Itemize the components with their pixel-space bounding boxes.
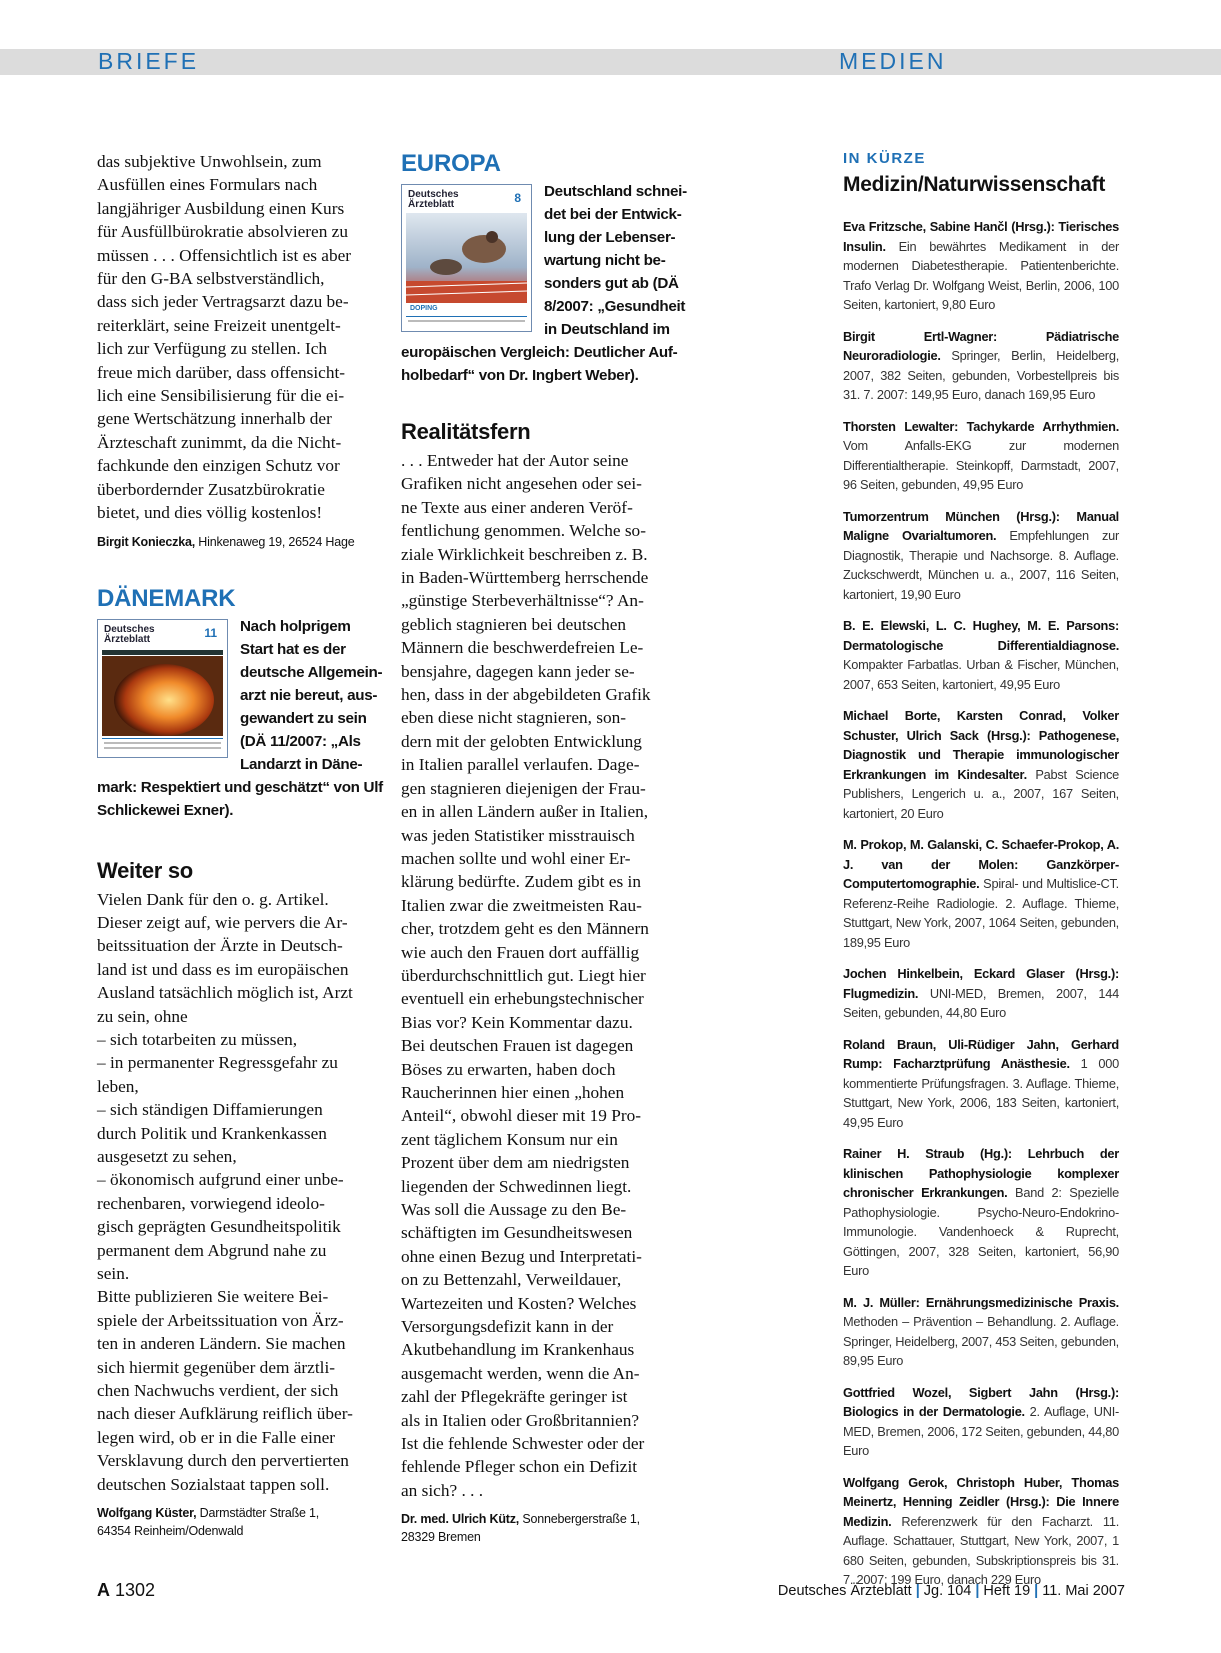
- page-number-value: 1302: [110, 1580, 156, 1600]
- book-entry: [843, 1293, 1119, 1371]
- book-entry: [843, 964, 1119, 1023]
- signature-name: Wolfgang Küster,: [97, 1506, 197, 1521]
- book-author-title: Wolfgang Gerok, Christoph Huber, Thomas Meinertz, Henning Zeidler (Hrsg.): Die Innere Medizin.: [843, 1474, 1119, 1529]
- book-entry: [843, 1473, 1119, 1590]
- book-author-title: M. Prokop, M. Galanski, C. Schaefer-Prokop, A. J. van der Molen: Ganzkörper-Computertomographie.: [843, 837, 1119, 891]
- separator: |: [975, 1583, 980, 1599]
- book-author-title: M. J. Müller: Ernährungsmedizinische Praxis.: [843, 1294, 1119, 1310]
- column-in-kuerze: [843, 150, 1119, 1602]
- journal-citation: [778, 1583, 1125, 1599]
- book-entry: [843, 835, 1119, 952]
- letter-signature: [97, 1504, 384, 1540]
- teaser-text: Nach holprigem Start hat es der deutsche Allgemein- arzt nie bereut, aus- gewandert zu sein (DÄ 11/2007: „Als Landarzt in Däne- mark: Respektiert und geschätzt“ von Ulf Schlickewei Exner).: [97, 617, 383, 819]
- signature-name: Birgit Konieczka,: [97, 534, 196, 549]
- letter-signature: [97, 533, 384, 551]
- book-entry: [843, 1383, 1119, 1461]
- journal-date: 11. Mai 2007: [1042, 1583, 1125, 1599]
- section-kicker: IN KÜRZE: [843, 150, 926, 167]
- region-heading-europa: EUROPA: [401, 150, 501, 177]
- book-entry: [843, 1035, 1119, 1133]
- letter-heading: Weiter so: [97, 857, 193, 883]
- book-details: Kompakter Farbatlas. Urban & Fischer, München, 2007, 653 Seiten, kartoniert, 49,95 Euro: [843, 657, 1119, 692]
- book-entry: [843, 1144, 1119, 1281]
- book-author-title: Thorsten Lewalter: Tachykarde Arrhythmien.: [843, 418, 1119, 434]
- book-entry: [843, 616, 1119, 694]
- letter-continuation: das subjektive Unwohlsein, zum Ausfüllen eines Formulars nach langjähriger Ausbildung einen Kurs für Ausfüllbürokratie absolvieren zu müssen . . . Offensichtlich ist es aber für den G-BA selbstverständlich, dass sich jeder Vertragsarzt dazu be- reiterklärt, seine Freizeit unentgelt- lich zur Verfügung zu stellen. Ich freue mich darüber, dass offensicht- lich eine Sensibilisierung für die ei- gene Wertschätzung innerhalb der Ärzteschaft zunimmt, da die Nicht- fachkunde den einzigen Schutz vor überbordernder Zusatzbürokratie bietet, und dies völlig kostenlos!: [97, 152, 352, 523]
- book-author-title: Roland Braun, Uli-Rüdiger Jahn, Gerhard Rump: Facharztprüfung Anästhesie.: [843, 1036, 1119, 1071]
- cover-masthead: Deutsches Ärzteblatt: [104, 623, 155, 645]
- book-list: [843, 217, 1119, 1590]
- section-label-briefe: BRIEFE: [98, 48, 200, 74]
- teaser-text: Deutschland schnei- det bei der Entwick- lung der Lebenser- wartung nicht be- sonders gut ab (DÄ 8/2007: „Gesundheit in Deutschland im europäischen Vergleich: Deutlicher Auf- holbedarf“ von Dr. Ingbert Weber).: [401, 183, 687, 384]
- cover-photo: [406, 213, 527, 303]
- signature-address: Hinkenaweg 19, 26524 Hage: [195, 534, 355, 549]
- book-entry: [843, 507, 1119, 605]
- page-number-prefix: A: [97, 1580, 110, 1600]
- region-heading-daenemark: DÄNEMARK: [97, 584, 236, 612]
- teaser-block: [401, 180, 687, 387]
- page-number: [97, 1580, 155, 1601]
- separator: |: [1034, 1583, 1039, 1599]
- book-author-title: Eva Fritzsche, Sabine Hančl (Hrsg.): Tierisches Insulin.: [843, 219, 1119, 254]
- book-author-title: Jochen Hinkelbein, Eckard Glaser (Hrsg.): Flugmedizin.: [843, 966, 1119, 1001]
- book-author-title: Tumorzentrum München (Hrsg.): Manual Maligne Ovarialtumoren.: [843, 508, 1119, 543]
- signature-name: Dr. med. Ulrich Kütz,: [401, 1512, 520, 1527]
- book-details: Ein bewährtes Medikament in der modernen Diabetestherapie. Patientenberichte. Trafo Verlag Dr. Wolfgang Weist, Berlin, 2006, 100 Seiten, kartoniert, 9,80 Euro: [843, 238, 1119, 312]
- letter-body: Vielen Dank für den o. g. Artikel. Dieser zeigt auf, wie pervers die Ar- beitssituation der Ärzte in Deutsch- land ist und dass es im europäischen Ausland tatsächlich möglich ist, Arzt zu sein, ohne – sich totarbeiten zu müssen, – in permanenter Regressgefahr zu leben, – sich ständigen Diffamierungen durch Politik und Krankenkassen ausgesetzt zu sehen, – ökonomisch aufgrund einer unbe- rechenbaren, vorwiegend ideolo- gisch geprägten Gesundheitspolitik permanent dem Abgrund nahe zu sein. Bitte publizieren Sie weitere Bei- spiele der Arbeitssituation von Ärz- ten in anderen Ländern. Sie machen sich hiermit gegenüber dem ärztli- chen Nachwuchs verdient, der sich nach dieser Aufklärung reiflich über- legen wird, ob er in die Falle einer Versklavung durch den pervertierten deutschen Sozialstaat tappen soll.: [97, 889, 353, 1494]
- book-details: Referenzwerk für den Facharzt. 11. Auflage. Schattauer, Stuttgart, New York, 2007, 1 680 Seiten, gebunden, Subskriptionspreis bis 31. 7. 2007: 199 Euro, danach 229 Euro: [843, 1513, 1119, 1587]
- cover-caption: DOPING: [410, 305, 438, 312]
- book-entry: [843, 217, 1119, 315]
- book-author-title: Birgit Ertl-Wagner: Pädiatrische Neuroradiologie.: [843, 328, 1119, 363]
- book-author-title: B. E. Elewski, L. C. Hughey, M. E. Parsons: Dermatologische Differentialdiagnose.: [843, 618, 1119, 653]
- letter-signature: [401, 1510, 687, 1546]
- book-entry: [843, 706, 1119, 823]
- journal-issue: Heft 19: [983, 1583, 1031, 1599]
- book-details: Band 2: Spezielle Pathophysiologie. Psycho-Neuro-Endokrino-Immunologie. Vandenhoeck & Ruprecht, Göttingen, 2007, 328 Seiten, kartoniert, 56,90 Euro: [843, 1185, 1119, 1278]
- letter-heading: Realitätsfern: [401, 419, 531, 444]
- journal-volume: Jg. 104: [923, 1583, 972, 1599]
- book-entry: [843, 327, 1119, 405]
- book-details: Empfehlungen zur Diagnostik, Therapie und Nachsorge. 8. Auflage. Zuckschwerdt, München u. a., 2007, 116 Seiten, kartoniert, 19,90 Euro: [843, 528, 1119, 602]
- teaser-block: [97, 615, 384, 822]
- cover-footer: [102, 738, 223, 753]
- book-details: Vom Anfalls-EKG zur modernen Differentialtherapie. Steinkopff, Darmstadt, 2007, 96 Seiten, gebunden, 49,95 Euro: [843, 438, 1119, 492]
- column-letters-middle: [401, 150, 687, 1546]
- book-details: Pabst Science Publishers, Lengerich u. a., 2007, 167 Seiten, kartoniert, 20 Euro: [843, 766, 1119, 821]
- section-title: Medizin/Naturwissenschaft: [843, 173, 1106, 196]
- cover-masthead: Deutsches Ärzteblatt: [408, 189, 459, 210]
- journal-name: Deutsches Ärzteblatt: [777, 1583, 912, 1599]
- book-details: Methoden – Prävention – Behandlung. 2. Auflage. Springer, Heidelberg, 2007, 453 Seiten, gebunden, 89,95 Euro: [843, 1314, 1119, 1368]
- book-entry: [843, 417, 1119, 495]
- column-letters-left: [97, 150, 384, 1540]
- cover-issue-number: 11: [204, 625, 217, 640]
- separator: |: [915, 1583, 920, 1599]
- cover-issue-number: 8: [514, 191, 521, 205]
- book-details: Spiral- und Multislice-CT. Referenz-Reihe Radiologie. 2. Auflage. Thieme, Stuttgart, New York, 2007, 1064 Seiten, gebunden, 189,95 Euro: [843, 876, 1119, 950]
- book-details: 2. Auflage, UNI-MED, Bremen, 2006, 172 Seiten, gebunden, 44,80 Euro: [843, 1404, 1120, 1458]
- magazine-cover-image: [97, 619, 228, 758]
- cover-photo: [102, 656, 223, 736]
- signature-address: Sonnebergerstraße 1, 28329 Bremen: [401, 1512, 640, 1545]
- book-details: Springer, Berlin, Heidelberg, 2007, 382 Seiten, gebunden, Vorbestellpreis bis 31. 7. 2007: 149,95 Euro, danach 169,95 Euro: [843, 348, 1119, 402]
- cover-footer: [406, 316, 527, 327]
- section-label-medien: MEDIEN: [839, 48, 947, 74]
- cover-strip: [102, 650, 223, 655]
- letter-body: . . . Entweder hat der Autor seine Grafiken nicht angesehen oder sei- ne Texte aus einer anderen Veröf- fentlichung genommen. Welche so- ziale Wirklichkeit beschreiben z. B. in Baden-Württemberg herrschende „günstige Sterbeverhältnisse“? An- geblich stagnieren bei deutschen Männern die beschwerdefreien Le- bensjahre, dagegen kann jeder se- hen, dass in der abgebildeten Grafik eben diese nicht stagnieren, son- dern mit der gelobten Entwicklung in Italien parallel verlaufen. Dage- gen stagnieren diejenigen der Frau- en in allen Ländern außer in Italien, was jeden Statistiker misstrauisch machen sollte und wohl einer Er- klärung bedürfte. Zudem gibt es in Italien zwar die zweitmeisten Rau- cher, trotzdem geht es den Männern wie auch den Frauen dort auffällig überdurchschnittlich gut. Liegt hier eventuell ein erhebungstechnischer Bias vor? Kein Kommentar dazu. Bei deutschen Frauen ist dagegen Böses zu erwarten, haben doch Raucherinnen hier einen „hohen Anteil“, obwohl dieser mit 19 Pro- zent täglichem Konsum nur ein Prozent über dem am niedrigsten liegenden der Schwedinnen liegt. Was soll die Aussage zu den Be- schäftigten im Gesundheitswesen ohne einen Bezug und Interpretati- on zu Bettenzahl, Verweildauer, Wartezeiten und Kosten? Welches Versorgungsdefizit kann in der Akutbehandlung im Krankenhaus ausgemacht werden, wenn die An- zahl der Pflegekräfte geringer ist als in Italien oder Großbritannien? Ist die fehlende Schwester oder der fehlende Pfleger schon ein Defizit an sich? . . .: [401, 451, 651, 1500]
- book-details: UNI-MED, Bremen, 2007, 144 Seiten, gebunden, 44,80 Euro: [843, 985, 1119, 1020]
- signature-address: Darmstädter Straße 1, 64354 Reinheim/Odenwald: [97, 1506, 320, 1539]
- book-author-title: Michael Borte, Karsten Conrad, Volker Schuster, Ulrich Sack (Hrsg.): Pathogenese, Diagnostik und Therapie immunologischer Erkrankungen im Kindesalter.: [843, 708, 1119, 782]
- magazine-cover-image: [401, 184, 532, 332]
- book-author-title: Rainer H. Straub (Hg.): Lehrbuch der klinischen Pathophysiologie komplexer chronischer Erkrankungen.: [843, 1146, 1119, 1200]
- book-details: 1 000 kommentierte Prüfungsfragen. 3. Auflage. Thieme, Stuttgart, New York, 2006, 183 Seiten, kartoniert, 49,95 Euro: [843, 1056, 1119, 1130]
- book-author-title: Gottfried Wozel, Sigbert Jahn (Hrsg.): Biologics in der Dermatologie.: [843, 1384, 1119, 1419]
